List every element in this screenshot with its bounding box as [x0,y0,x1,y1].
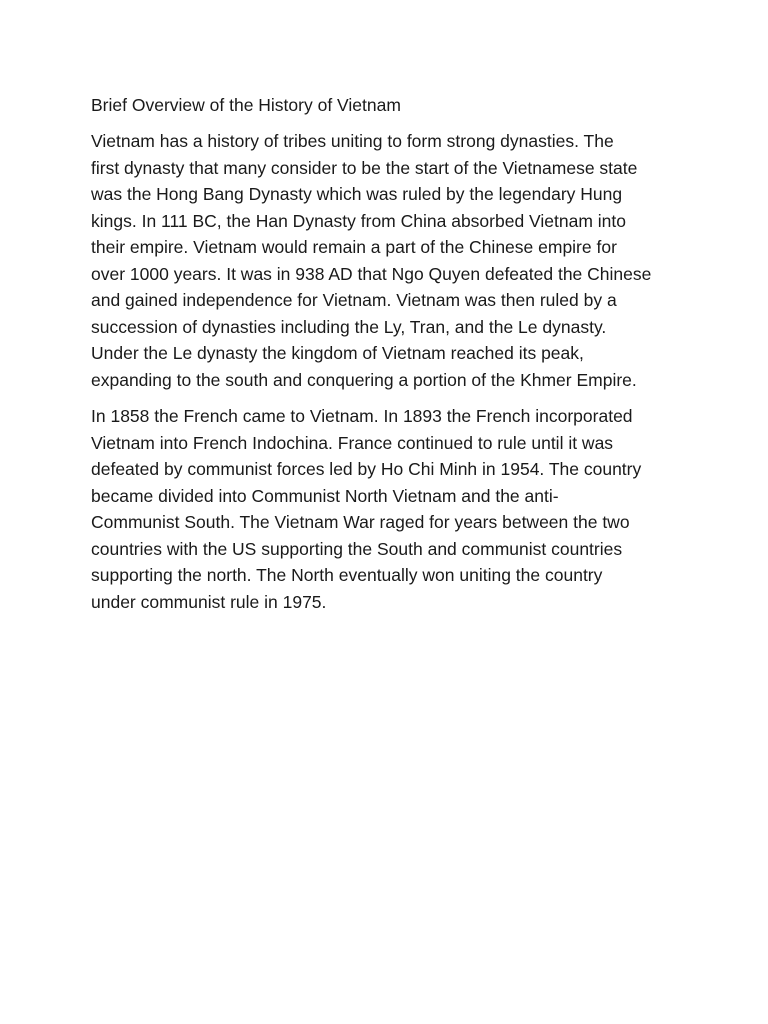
paragraph-line: expanding to the south and conquering a portion of the Khmer Empire. [91,369,637,390]
paragraph-line: defeated by communist forces led by Ho Chi Minh in 1954. The country [91,459,642,479]
paragraph-line: Vietnam has a history of tribes uniting to form strong dynasties. The [91,131,614,151]
paragraph-line: supporting the north. The North eventually won uniting the country [91,565,603,585]
paragraph-line: became divided into Communist North Vietnam and the anti- [91,485,559,506]
document-title: Brief Overview of the History of Vietnam [91,95,401,115]
paragraph-line: first dynasty that many consider to be the start of the Vietnamese state [91,157,638,178]
paragraph-line: kings. In 111 BC, the Han Dynasty from China absorbed Vietnam into [91,210,627,231]
paragraph-line: under communist rule in 1975. [91,591,327,612]
document-body [91,92,691,625]
paragraph-line: and gained independence for Vietnam. Vietnam was then ruled by a [91,290,617,310]
paragraph-line: Vietnam into French Indochina. France continued to rule until it was [91,432,614,453]
paragraph-line: countries with the US supporting the South and communist countries [91,538,623,559]
paragraph-line: Under the Le dynasty the kingdom of Vietnam reached its peak, [91,343,584,363]
paragraph-line: over 1000 years. It was in 938 AD that Ngo Quyen defeated the Chinese [91,263,652,284]
paragraph-1 [91,128,691,393]
paragraph-line: Communist South. The Vietnam War raged for years between the two [91,512,630,532]
paragraph-line: was the Hong Bang Dynasty which was ruled by the legendary Hung [91,184,623,204]
paragraph-line: their empire. Vietnam would remain a part of the Chinese empire for [91,237,617,257]
paragraph-line: succession of dynasties including the Ly, Tran, and the Le dynasty. [91,316,607,337]
paragraph-2 [91,403,691,615]
paragraph-line: In 1858 the French came to Vietnam. In 1893 the French incorporated [91,406,633,426]
